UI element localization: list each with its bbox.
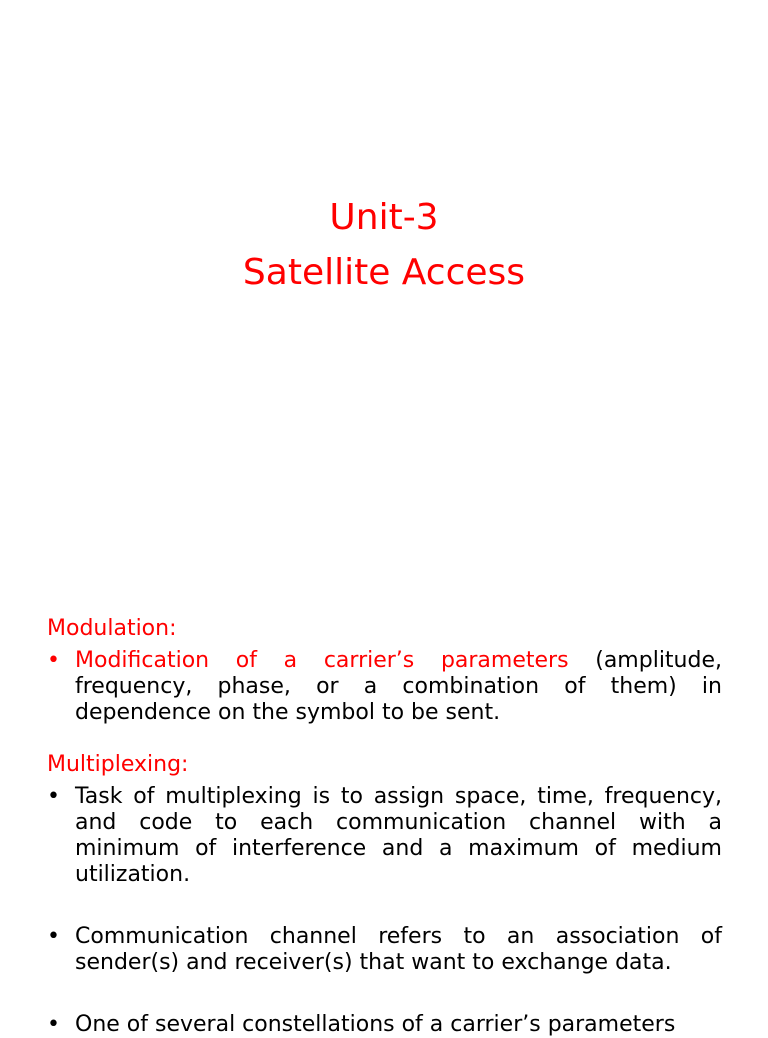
slide-title <box>0 190 768 300</box>
multiplexing-task-bullet <box>47 784 722 888</box>
multiplexing-task-text: Task of multiplexing is to assign space, time, frequency, and code to each communication channel with a minimum of interference and a maximum of medium utilization. <box>75 784 722 887</box>
bullet-dot-icon: • <box>47 648 60 673</box>
channel-text: Communication channel refers to an association of sender(s) and receiver(s) that want to exchange data. <box>75 924 722 975</box>
modulation-detail: (amplitude, frequency, phase, or a combination of them) in dependence on the symbol to be sent. <box>75 648 722 725</box>
modulation-bullet <box>47 648 722 726</box>
channel-bullet <box>47 924 722 976</box>
title-topic: Satellite Access <box>242 252 526 293</box>
modulation-heading: Modulation: <box>47 616 177 641</box>
constellations-bullet <box>47 1012 722 1038</box>
slide-body <box>47 616 722 1038</box>
title-unit: Unit-3 <box>329 197 439 238</box>
bullet-dot-icon: • <box>47 784 60 809</box>
bullet-dot-icon: • <box>47 924 60 949</box>
multiplexing-heading: Multiplexing: <box>47 752 189 777</box>
constellations-text: One of several constellations of a carrier’s parameters <box>75 1012 676 1037</box>
bullet-dot-icon: • <box>47 1012 60 1037</box>
content-slide <box>0 576 768 1037</box>
modulation-definition: Modification of a carrier’s parameters <box>75 648 569 673</box>
